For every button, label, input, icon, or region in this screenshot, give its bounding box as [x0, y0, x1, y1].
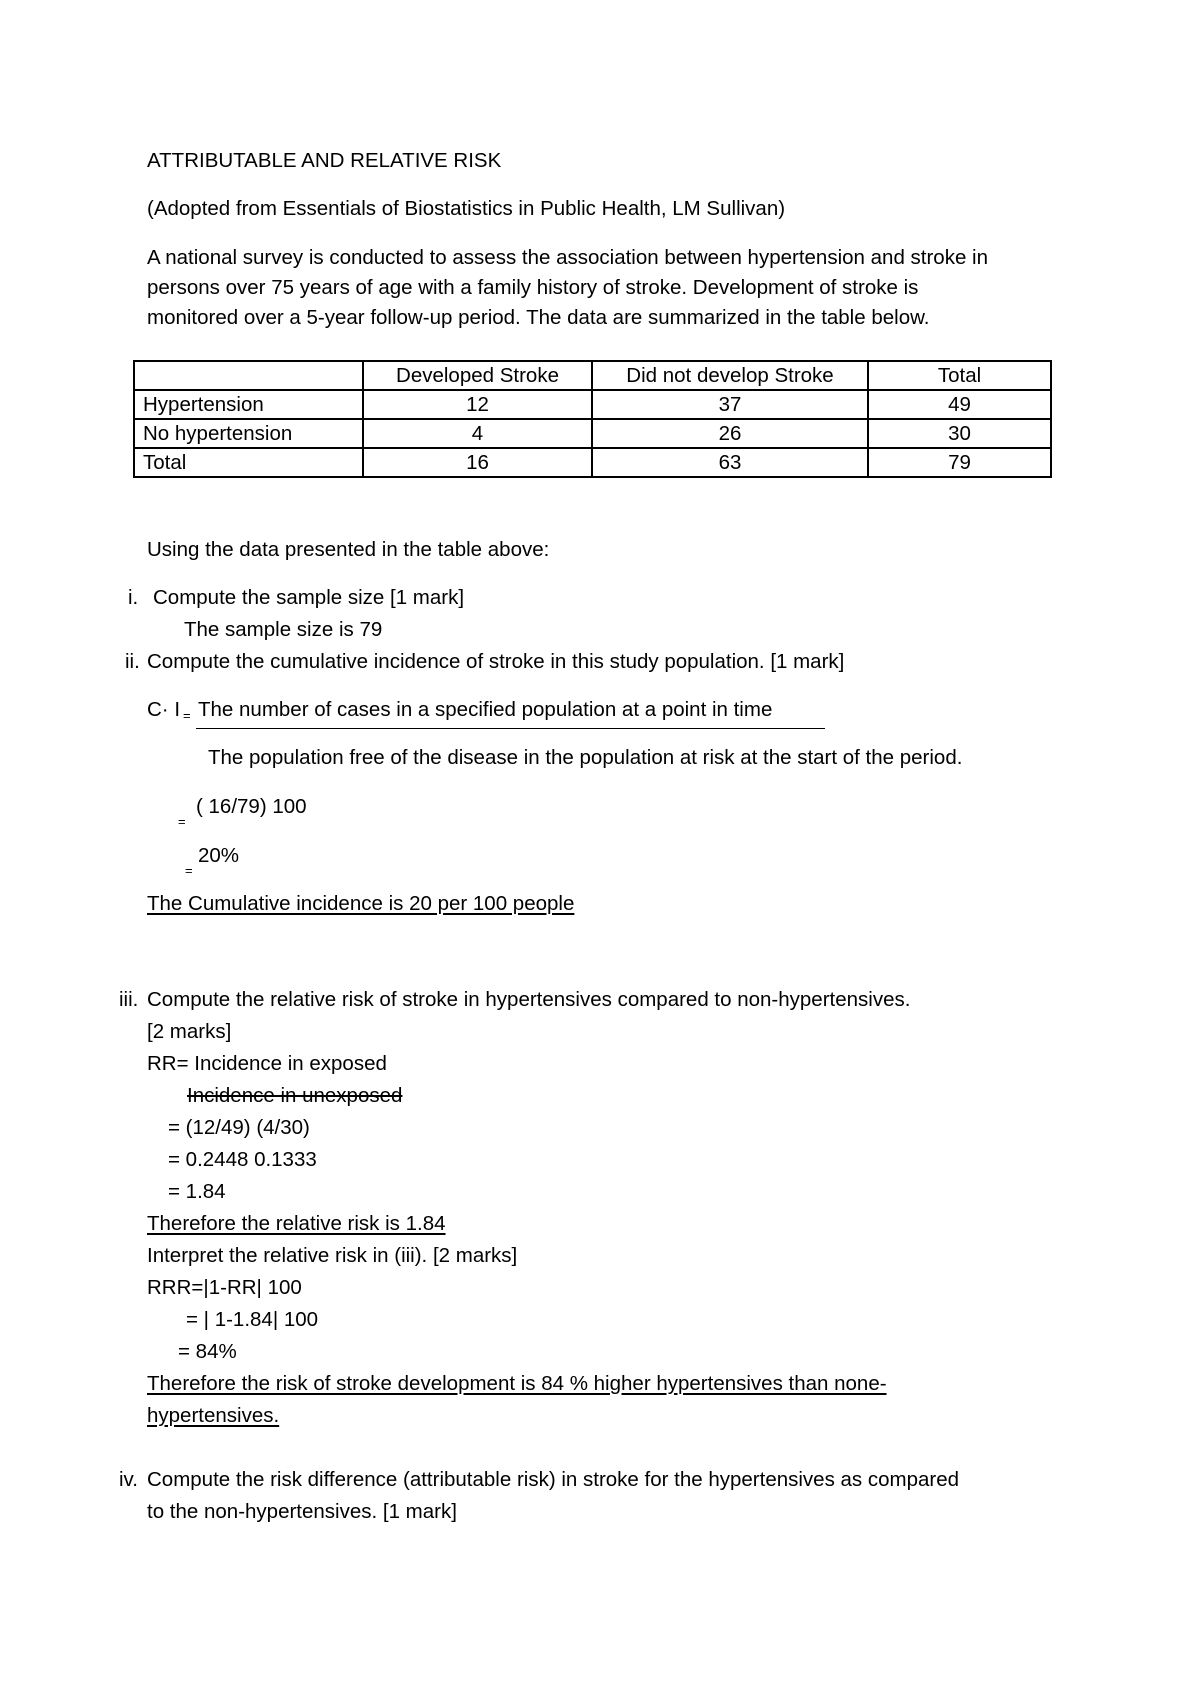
table-header-cell — [134, 361, 363, 390]
table-cell: 63 — [592, 448, 868, 477]
rr-step3: = 1.84 — [168, 1180, 226, 1203]
table-header-cell: Developed Stroke — [363, 361, 592, 390]
ci-step2-equals: = — [185, 863, 193, 878]
q4-line-2: to the non-hypertensives. [1 mark] — [147, 1500, 457, 1523]
table-header-row — [134, 361, 1051, 390]
table-cell: No hypertension — [134, 419, 363, 448]
q4-line-1: Compute the risk difference (attributable risk) in stroke for the hypertensives as compared — [147, 1468, 960, 1491]
table-row — [134, 448, 1051, 477]
q4-number: iv. — [119, 1468, 138, 1491]
table-header-cell: Total — [868, 361, 1051, 390]
ci-equals: = — [183, 708, 191, 723]
q3-marks: [2 marks] — [147, 1020, 232, 1043]
table-header-cell: Did not develop Stroke — [592, 361, 868, 390]
rr-step1: = (12/49) (4/30) — [168, 1116, 310, 1139]
rrr-step1: RRR=|1-RR| 100 — [147, 1276, 302, 1299]
ci-denominator: The population free of the disease in the population at risk at the start of the period. — [208, 746, 963, 769]
ci-label: C· I — [147, 698, 181, 721]
ci-step1: ( 16/79) 100 — [196, 795, 307, 818]
q1-text: Compute the sample size [1 mark] — [153, 586, 465, 609]
contingency-table — [133, 360, 1052, 478]
ci-step1-equals: = — [178, 814, 186, 829]
ci-fraction-line — [196, 728, 825, 729]
q2-number: ii. — [125, 650, 140, 673]
rrr-step2: = | 1-1.84| 100 — [186, 1308, 319, 1331]
q2-text: Compute the cumulative incidence of stroke in this study population. [1 mark] — [147, 650, 845, 673]
table-row — [134, 390, 1051, 419]
rrr-conclusion-line-2: hypertensives. — [147, 1404, 280, 1427]
q1-number: i. — [128, 586, 139, 609]
ci-conclusion: The Cumulative incidence is 20 per 100 people — [147, 892, 575, 915]
table-cell: 49 — [868, 390, 1051, 419]
rr-numerator: RR= Incidence in exposed — [147, 1052, 387, 1075]
rr-denominator: Incidence in unexposed — [187, 1084, 403, 1107]
rrr-conclusion-line-1: Therefore the risk of stroke development is 84 % higher hypertensives than none- — [147, 1372, 887, 1395]
table-cell: Total — [134, 448, 363, 477]
table-cell: 26 — [592, 419, 868, 448]
ci-numerator: The number of cases in a specified population at a point in time — [198, 698, 773, 721]
table-row — [134, 419, 1051, 448]
table-cell: 12 — [363, 390, 592, 419]
ci-step2: 20% — [198, 844, 240, 867]
table-cell: 79 — [868, 448, 1051, 477]
table-cell: 30 — [868, 419, 1051, 448]
source-citation: (Adopted from Essentials of Biostatistics in Public Health, LM Sullivan) — [147, 197, 786, 220]
table-cell: 4 — [363, 419, 592, 448]
rrr-step3: = 84% — [178, 1340, 237, 1363]
intro-line-1: A national survey is conducted to assess the association between hypertension and stroke in — [147, 246, 989, 269]
rr-interpret-prompt: Interpret the relative risk in (iii). [2 marks] — [147, 1244, 518, 1267]
q3-number: iii. — [119, 988, 139, 1011]
q3-text: Compute the relative risk of stroke in hypertensives compared to non-hypertensives. — [147, 988, 911, 1011]
table-cell: 37 — [592, 390, 868, 419]
rr-conclusion: Therefore the relative risk is 1.84 — [147, 1212, 446, 1235]
q1-answer: The sample size is 79 — [184, 618, 383, 641]
document-title: ATTRIBUTABLE AND RELATIVE RISK — [147, 149, 502, 172]
lead-sentence: Using the data presented in the table above: — [147, 538, 550, 561]
intro-line-3: monitored over a 5-year follow-up period. The data are summarized in the table below. — [147, 306, 930, 329]
rr-step2: = 0.2448 0.1333 — [168, 1148, 317, 1171]
table-cell: 16 — [363, 448, 592, 477]
intro-line-2: persons over 75 years of age with a family history of stroke. Development of stroke is — [147, 276, 919, 299]
table-cell: Hypertension — [134, 390, 363, 419]
